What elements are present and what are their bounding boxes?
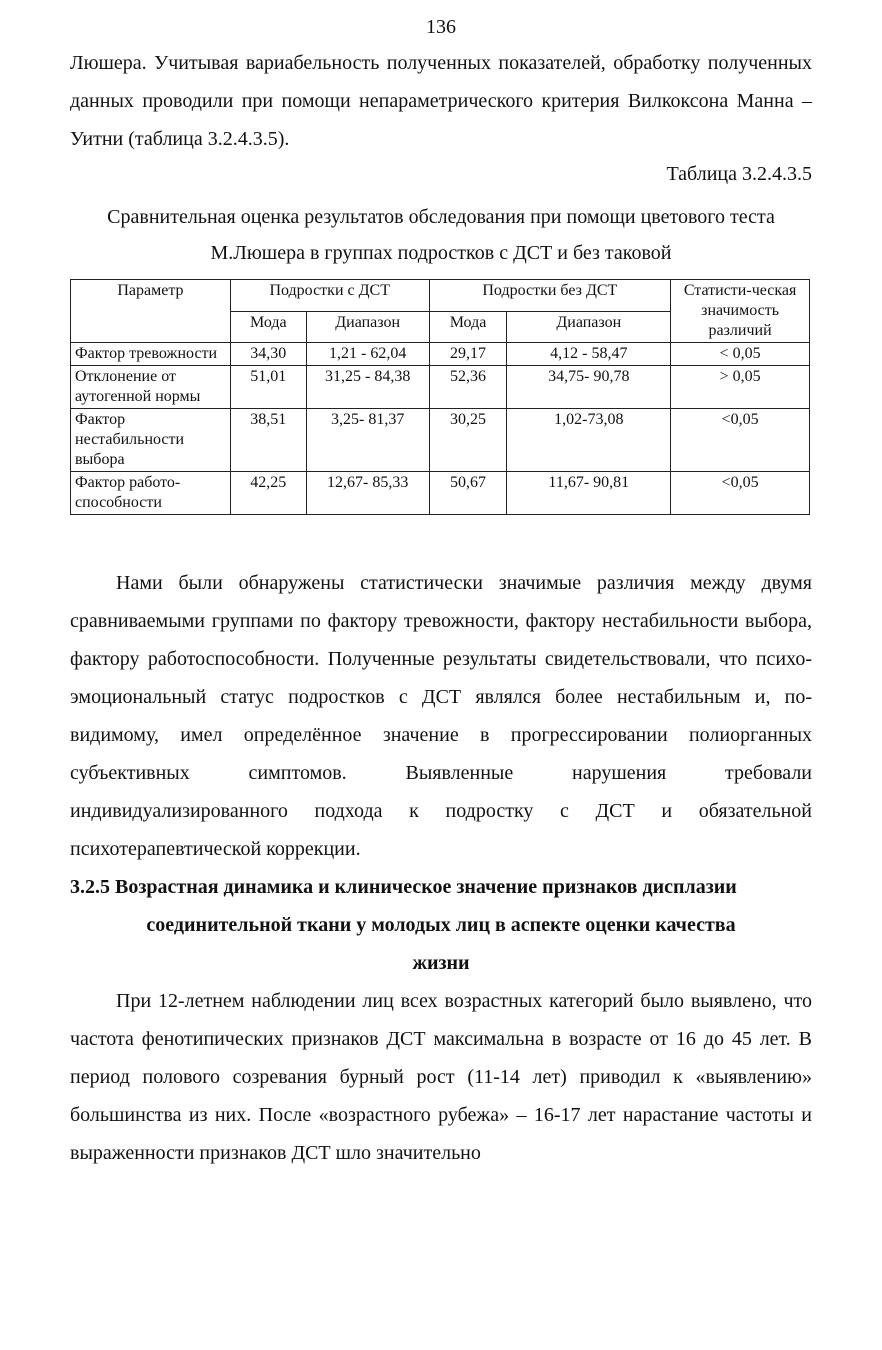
row-with-mode: 38,51 (230, 409, 306, 472)
row-without-range: 11,67- 90,81 (507, 472, 671, 515)
row-without-mode: 50,67 (429, 472, 507, 515)
row-without-mode: 29,17 (429, 343, 507, 366)
section-title-line-2: соединительной ткани у молодых лиц в аспекте оценки качества (146, 914, 736, 936)
row-significance: <0,05 (671, 409, 810, 472)
row-significance: <0,05 (671, 472, 810, 515)
row-with-range: 12,67- 85,33 (306, 472, 429, 515)
row-with-range: 1,21 - 62,04 (306, 343, 429, 366)
section-heading (70, 868, 812, 982)
row-significance: > 0,05 (671, 366, 810, 409)
header-mode: Мода (429, 311, 507, 343)
row-parameter: Отклонение от аутогенной нормы (71, 366, 231, 409)
row-with-range: 31,25 - 84,38 (306, 366, 429, 409)
table-row (71, 472, 810, 515)
results-table (70, 279, 810, 515)
header-range: Диапазон (306, 311, 429, 343)
page-number: 136 (426, 16, 456, 38)
row-with-range: 3,25- 81,37 (306, 409, 429, 472)
table-row (71, 409, 810, 472)
row-without-range: 34,75- 90,78 (507, 366, 671, 409)
row-without-mode: 30,25 (429, 409, 507, 472)
row-without-range: 1,02-73,08 (507, 409, 671, 472)
row-with-mode: 34,30 (230, 343, 306, 366)
section-title-line-1 (70, 868, 812, 906)
section-paragraph: При 12-летнем наблюдении лиц всех возрастных категорий было выявлено, что частота фенотипических признаков ДСТ максимальна в возрасте от 16 до 45 лет. В период полового созревания бурный рост (11-14 лет) приводил к «выявлению» большинства из них. После «возрастного рубежа» – 16-17 лет нарастание частоты и выраженности признаков ДСТ шло значительно (70, 990, 812, 1164)
row-parameter: Фактор тревожности (71, 343, 231, 366)
section-title-line-3: жизни (412, 952, 470, 974)
table-header-row (71, 280, 810, 312)
header-significance: Статисти-ческая значимость различий (671, 280, 810, 343)
intro-paragraph: Люшера. Учитывая вариабельность полученных показателей, обработку полученных данных проводили при помощи непараметрического критерия Вилкоксона Манна – Уитни (таблица 3.2.4.3.5). (70, 52, 812, 150)
header-range: Диапазон (507, 311, 671, 343)
header-group-without-dst: Подростки без ДСТ (429, 280, 671, 312)
row-with-mode: 51,01 (230, 366, 306, 409)
row-significance: < 0,05 (671, 343, 810, 366)
table-label: Таблица 3.2.4.3.5 (666, 163, 812, 185)
table-row (71, 366, 810, 409)
row-without-range: 4,12 - 58,47 (507, 343, 671, 366)
row-with-mode: 42,25 (230, 472, 306, 515)
header-parameter: Параметр (71, 280, 231, 343)
header-mode: Мода (230, 311, 306, 343)
header-group-with-dst: Подростки с ДСТ (230, 280, 429, 312)
row-parameter: Фактор нестабильности выбора (71, 409, 231, 472)
row-parameter: Фактор работо-способности (71, 472, 231, 515)
results-paragraph: Нами были обнаружены статистически значимые различия между двумя сравниваемыми группами по фактору тревожности, фактору нестабильности выбора, фактору работоспособности. Полученные результаты свидетельствовали, что психо-эмоциональный статус подростков с ДСТ являлся более нестабильным и, по-видимому, имел определённое значение в прогрессировании полиорганных субъективных симптомов. Выявленные нарушения требовали индивидуализированного подхода к подростку с ДСТ и обязательной психотерапевтической коррекции. (70, 572, 812, 860)
section-number: 3.2.5 (70, 876, 110, 898)
table-caption: Сравнительная оценка результатов обследования при помощи цветового теста М.Люшера в группах подростков с ДСТ и без таковой (107, 206, 775, 264)
table-row (71, 343, 810, 366)
row-without-mode: 52,36 (429, 366, 507, 409)
section-title-1: Возрастная динамика и клиническое значение признаков дисплазии (115, 876, 737, 898)
